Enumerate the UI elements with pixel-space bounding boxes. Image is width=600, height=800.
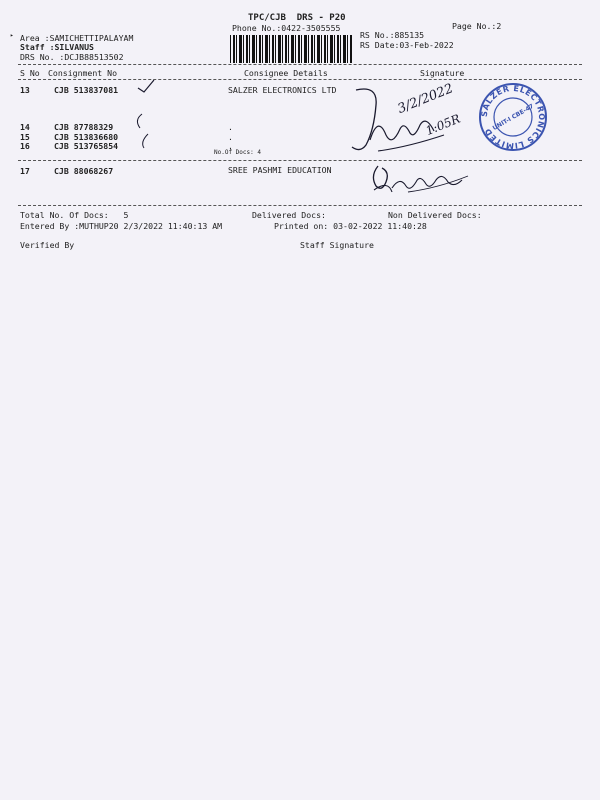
row-consignment: CJB 87788329 [54, 122, 114, 132]
divider [18, 79, 582, 80]
row-consignee: . [228, 122, 233, 132]
staff-label: Staff :SILVANUS [20, 42, 94, 52]
barcode [230, 35, 352, 63]
company-stamp [478, 82, 548, 152]
row-consignee: . [228, 132, 233, 142]
phone-number: Phone No.:0422-3505555 [232, 23, 341, 33]
divider [18, 64, 582, 65]
row-consignment: CJB 513836680 [54, 132, 119, 142]
col-sno: S No [20, 68, 40, 78]
non-delivered-docs: Non Delivered Docs: [388, 210, 482, 220]
handwritten-date: 3/2/2022 [395, 81, 456, 117]
row-consignment: CJB 513837081 [54, 85, 119, 95]
row-consignment: CJB 88068267 [54, 166, 114, 176]
verified-by: Verified By [20, 240, 75, 250]
handwritten-time: 1:05R [423, 111, 463, 139]
area-label: Area :SAMICHETTIPALAYAM [20, 33, 134, 43]
pen-tick-marks [130, 76, 164, 156]
col-signature: Signature [420, 68, 465, 78]
row-sno: 17 [20, 166, 30, 176]
row-sno: 14 [20, 122, 30, 132]
rs-date: RS Date:03-Feb-2022 [360, 40, 454, 50]
delivered-docs: Delivered Docs: [252, 210, 326, 220]
divider [18, 160, 582, 161]
row-consignee: SREE PASHMI EDUCATION [228, 165, 332, 175]
page-number: Page No.:2 [452, 21, 502, 31]
stamp-outer-text: SALZER ELECTRONICS LIMITED [479, 83, 547, 151]
row-consignment: CJB 513765854 [54, 141, 119, 151]
row-sno: 16 [20, 141, 30, 151]
staff-signature: Staff Signature [300, 240, 374, 250]
tick-mark: ▸ [10, 32, 14, 39]
divider [18, 205, 582, 206]
group-doc-count: No.Of Docs: 4 [214, 149, 261, 156]
row-sno: 15 [20, 132, 30, 142]
col-consignment: Consignment No [48, 68, 118, 78]
row-sno: 13 [20, 85, 30, 95]
rs-number: RS No.:885135 [360, 30, 425, 40]
row-consignee: SALZER ELECTRONICS LTD [228, 85, 337, 95]
drs-number: DRS No. :DCJB88513502 [20, 52, 124, 62]
report-title: TPC/CJB DRS - P20 [248, 13, 346, 23]
row-consignee: . [228, 141, 233, 151]
stamp-inner-text: UNIT-I CBE-47 [491, 102, 535, 132]
entered-by: Entered By :MUTHUP20 2/3/2022 11:40:13 AM [20, 221, 223, 231]
printed-on: Printed on: 03-02-2022 11:40:28 [274, 221, 427, 231]
total-docs: Total No. Of Docs: 5 [20, 210, 129, 220]
row17-signature [368, 162, 478, 198]
col-consignee: Consignee Details [244, 68, 328, 78]
